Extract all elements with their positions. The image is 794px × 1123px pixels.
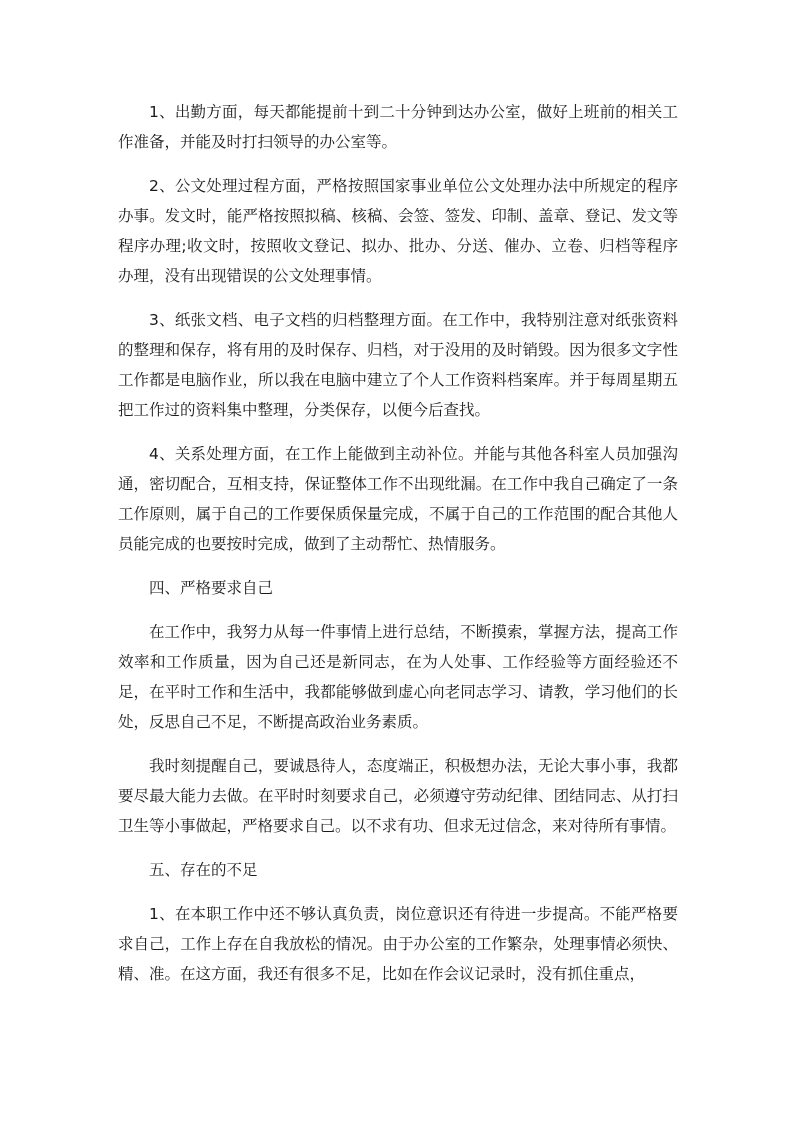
section-heading-5: 五、存在的不足 — [149, 861, 258, 879]
section-heading-4: 四、严格要求自己 — [149, 579, 274, 597]
paragraph-self-discipline-2: 我时刻提醒自己，要诚恳待人，态度端正，积极想办法，无论大事小事，我都要尽最大能力去做。在平时时刻要求自己，必须遵守劳动纪律、团结同志、从打扫卫生等小事做起，严格要求自己。以不求有功、但求无过信念，来对待所有事情。 — [118, 757, 678, 835]
paragraph-relationships: 4、关系处理方面，在工作上能做到主动补位。并能与其他各科室人员加强沟通，密切配合，互相支持，保证整体工作不出现纰漏。在工作中我自己确定了一条工作原则，属于自己的工作要保质保量完成，不属于自己的工作范围的配合其他人员能完成的也要按时完成，做到了主动帮忙、热情服务。 — [118, 445, 678, 553]
paragraph-self-discipline-1: 在工作中，我努力从每一件事情上进行总结，不断摸索，掌握方法，提高工作效率和工作质量，因为自己还是新同志，在为人处事、工作经验等方面经验还不足，在平时工作和生活中，我都能够做到虚心向老同志学习、请教，学习他们的长处，反思自己不足，不断提高政治业务素质。 — [118, 623, 678, 731]
paragraph-shortcomings-1: 1、在本职工作中还不够认真负责，岗位意识还有待进一步提高。不能严格要求自己，工作上存在自我放松的情况。由于办公室的工作繁杂，处理事情必须快、精、准。在这方面，我还有很多不足，比如在作会议记录时，没有抓住重点， — [118, 905, 678, 983]
paragraph-attendance: 1、出勤方面，每天都能提前十到二十分钟到达办公室，做好上班前的相关工作准备，并能及时打扫领导的办公室等。 — [118, 103, 678, 151]
paragraph-document-processing: 2、公文处理过程方面，严格按照国家事业单位公文处理办法中所规定的程序办事。发文时，能严格按照拟稿、核稿、会签、签发、印制、盖章、登记、发文等程序办理;收文时，按照收文登记、拟办、批办、分送、催办、立卷、归档等程序办理，没有出现错误的公文处理事情。 — [118, 177, 678, 285]
document-body — [118, 97, 678, 989]
paragraph-archiving: 3、纸张文档、电子文档的归档整理方面。在工作中，我特别注意对纸张资料的整理和保存，将有用的及时保存、归档，对于没用的及时销毁。因为很多文字性工作都是电脑作业，所以我在电脑中建立了个人工作资料档案库。并于每周星期五把工作过的资料集中整理，分类保存，以便今后查找。 — [118, 311, 678, 419]
